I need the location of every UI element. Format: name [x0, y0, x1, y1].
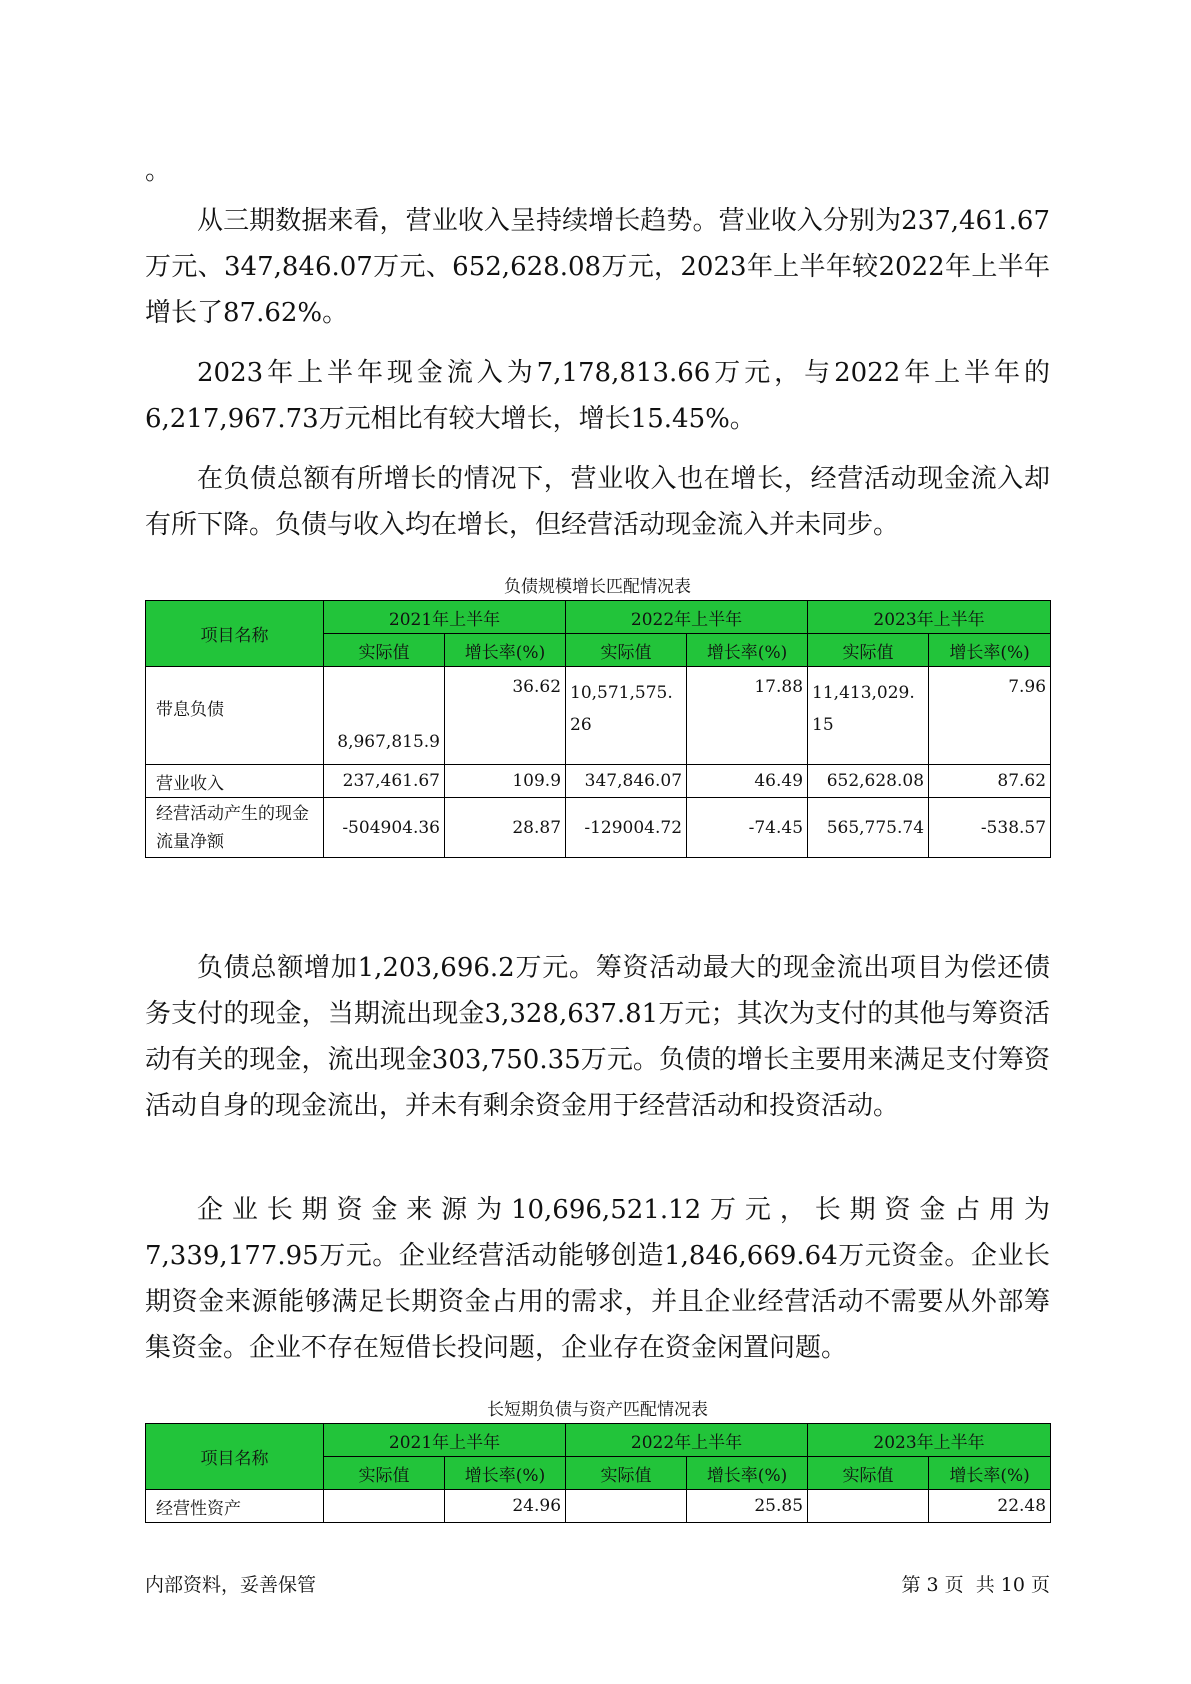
table-cell	[324, 1490, 445, 1523]
table-cell	[808, 1490, 929, 1523]
header-growth: 增长率(%)	[445, 1457, 566, 1490]
header-actual: 实际值	[566, 1457, 687, 1490]
table-cell: 347,846.07	[566, 765, 687, 798]
table-caption: 长短期负债与资产匹配情况表	[487, 1400, 708, 1420]
table-cell: 237,461.67	[324, 765, 445, 798]
table-row	[146, 798, 1051, 858]
header-period: 2022年上半年	[566, 601, 808, 634]
table-cell: 11,413,029.15	[808, 667, 929, 765]
header-item-name: 项目名称	[146, 601, 324, 667]
table-cell: -129004.72	[566, 798, 687, 858]
header-period: 2023年上半年	[808, 601, 1051, 634]
table-cell: -504904.36	[324, 798, 445, 858]
table-cell: 10,571,575.26	[566, 667, 687, 765]
header-period: 2021年上半年	[324, 601, 566, 634]
table-cell: 25.85	[687, 1490, 808, 1523]
table-row	[146, 667, 1051, 765]
paragraph-debt-increase: 负债总额增加1,203,696.2万元。筹资活动最大的现金流出项目为偿还债务支付的现金，当期流出现金3,328,637.81万元；其次为支付的其他与筹资活动有关的现金，流出现金303,750.35万元。负债的增长主要用来满足支付筹资活动自身的现金流出，并未有剩余资金用于经营活动和投资活动。	[145, 953, 1050, 1121]
debt-growth-table	[145, 600, 1051, 858]
footer-page-number: 第 3 页 共 10 页	[901, 1574, 1050, 1596]
table-cell: 109.9	[445, 765, 566, 798]
table-cell: 7.96	[929, 667, 1051, 765]
header-period: 2023年上半年	[808, 1424, 1051, 1457]
table-row	[146, 765, 1051, 798]
row-label: 经营活动产生的现金流量净额	[146, 798, 324, 858]
text-fragment: 。	[145, 156, 172, 186]
table-cell: 8,967,815.9	[324, 667, 445, 765]
header-actual: 实际值	[324, 634, 445, 667]
table-row	[146, 1490, 1051, 1523]
table-caption: 负债规模增长匹配情况表	[504, 577, 691, 597]
table-cell: -538.57	[929, 798, 1051, 858]
header-actual: 实际值	[808, 1457, 929, 1490]
table-cell: 87.62	[929, 765, 1051, 798]
row-label: 经营性资产	[146, 1490, 324, 1523]
paragraph-debt-revenue: 在负债总额有所增长的情况下，营业收入也在增长，经营活动现金流入却有所下降。负债与收入均在增长，但经营活动现金流入并未同步。	[145, 464, 1050, 540]
paragraph-cash-inflow: 2023年上半年现金流入为7,178,813.66万元，与2022年上半年的6,217,967.73万元相比有较大增长，增长15.45%。	[145, 358, 1050, 434]
header-growth: 增长率(%)	[445, 634, 566, 667]
paragraph-long-term-funds: 企业长期资金来源为10,696,521.12万元，长期资金占用为7,339,177.95万元。企业经营活动能够创造1,846,669.64万元资金。企业长期资金来源能够满足长期资金占用的需求，并且企业经营活动不需要从外部筹集资金。企业不存在短借长投问题，企业存在资金闲置问题。	[145, 1195, 1050, 1363]
table-cell: 46.49	[687, 765, 808, 798]
header-growth: 增长率(%)	[687, 1457, 808, 1490]
header-actual: 实际值	[324, 1457, 445, 1490]
table-cell: 36.62	[445, 667, 566, 765]
header-actual: 实际值	[566, 634, 687, 667]
table-cell: 565,775.74	[808, 798, 929, 858]
table-cell: 22.48	[929, 1490, 1051, 1523]
table-cell: 17.88	[687, 667, 808, 765]
header-actual: 实际值	[808, 634, 929, 667]
table-cell: 28.87	[445, 798, 566, 858]
paragraph-revenue-trend: 从三期数据来看，营业收入呈持续增长趋势。营业收入分别为237,461.67万元、347,846.07万元、652,628.08万元，2023年上半年较2022年上半年增长了87.62%。	[145, 206, 1050, 328]
row-label: 营业收入	[146, 765, 324, 798]
table-cell	[566, 1490, 687, 1523]
row-label: 带息负债	[146, 667, 324, 765]
liability-asset-table	[145, 1423, 1051, 1523]
header-period: 2021年上半年	[324, 1424, 566, 1457]
header-growth: 增长率(%)	[687, 634, 808, 667]
table-cell: 24.96	[445, 1490, 566, 1523]
table-cell: 652,628.08	[808, 765, 929, 798]
header-growth: 增长率(%)	[929, 634, 1051, 667]
header-item-name: 项目名称	[146, 1424, 324, 1490]
header-growth: 增长率(%)	[929, 1457, 1051, 1490]
table-cell: -74.45	[687, 798, 808, 858]
header-period: 2022年上半年	[566, 1424, 808, 1457]
footer-confidential-note: 内部资料，妥善保管	[145, 1574, 317, 1596]
